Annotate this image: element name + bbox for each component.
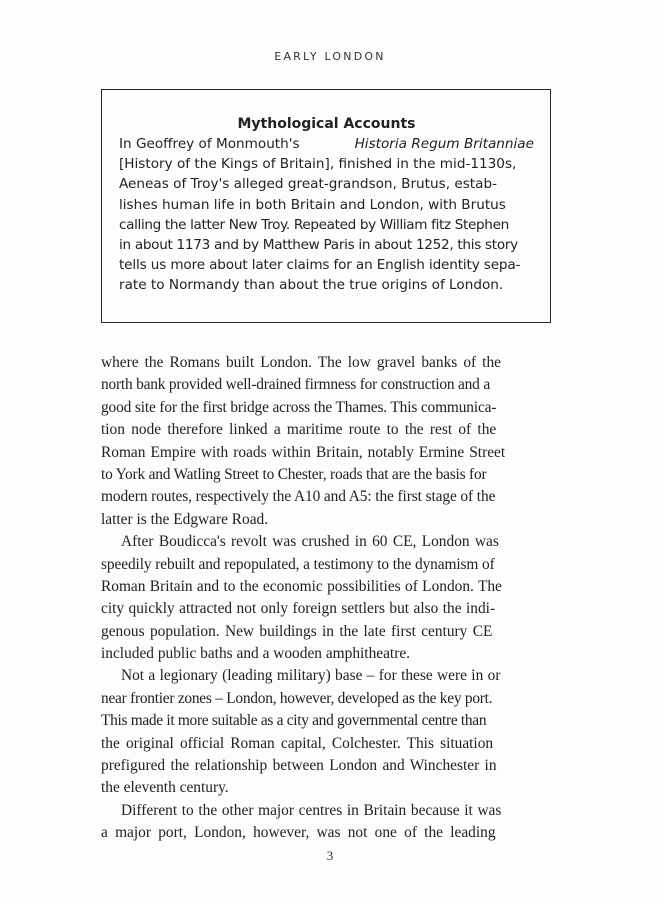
body-line: prefigured the relationship between London and Winchester in	[101, 757, 497, 775]
sidebar-line: lishes human life in both Britain and London, with Brutus	[119, 196, 506, 213]
sidebar-line: calling the latter New Troy. Repeated by William fitz Stephen	[119, 216, 509, 233]
body-line: north bank provided well-drained firmness for construction and a	[101, 376, 490, 394]
body-line: tion node therefore linked a maritime route to the rest of the	[101, 421, 497, 439]
sidebar-line	[119, 134, 534, 154]
body-line: Not a legionary (leading military) base – for these were in or	[121, 667, 501, 685]
page-number: 3	[326, 848, 334, 863]
sidebar-title: Mythological Accounts	[237, 116, 416, 132]
body-line: speedily rebuilt and repopulated, a testimony to the dynamism of	[101, 555, 495, 573]
body-text	[101, 352, 552, 845]
body-line: Roman Britain and to the economic possibilities of London. The	[101, 577, 502, 595]
body-line: latter is the Edgware Road.	[101, 510, 269, 528]
body-line: the original official Roman capital, Colchester. This situation	[101, 734, 494, 752]
body-line: the eleventh century.	[101, 779, 229, 797]
body-line: near frontier zones – London, however, developed as the key port.	[101, 689, 493, 707]
sidebar-line: [History of the Kings of Britain], finished in the mid-1130s,	[119, 156, 517, 173]
sidebar-line-prefix: In Geoffrey of Monmouth's	[119, 136, 304, 152]
sidebar-line: tells us more about later claims for an English identity sepa-	[119, 257, 521, 274]
sidebar-line: in about 1173 and by Matthew Paris in about 1252, this story	[119, 237, 518, 254]
body-line: modern routes, respectively the A10 and A5: the first stage of the	[101, 488, 496, 506]
body-line: a major port, London, however, was not one of the leading	[101, 824, 496, 842]
body-line: good site for the first bridge across the Thames. This communica-	[101, 398, 497, 416]
running-head: EARLY LONDON	[274, 50, 386, 63]
body-line: Roman Empire with roads within Britain, notably Ermine Street	[101, 443, 506, 461]
sidebar-box	[101, 89, 551, 323]
body-line: genous population. New buildings in the late first century CE	[101, 622, 493, 640]
sidebar-line: rate to Normandy than about the true origins of London.	[119, 277, 504, 294]
sidebar-book-title: Historia Regum Britanniae	[354, 136, 534, 152]
sidebar-line: Aeneas of Troy's alleged great-grandson, Brutus, estab-	[119, 176, 497, 193]
body-line: This made it more suitable as a city and governmental centre than	[101, 712, 487, 730]
body-line: to York and Watling Street to Chester, roads that are the basis for	[101, 465, 487, 483]
body-line: Different to the other major centres in Britain because it was	[121, 801, 502, 819]
body-line: included public baths and a wooden amphitheatre.	[101, 645, 411, 663]
body-line: After Boudicca's revolt was crushed in 60 CE, London was	[121, 533, 499, 551]
body-line: city quickly attracted not only foreign settlers but also the indi-	[101, 600, 496, 618]
body-line: where the Romans built London. The low gravel banks of the	[101, 354, 501, 371]
